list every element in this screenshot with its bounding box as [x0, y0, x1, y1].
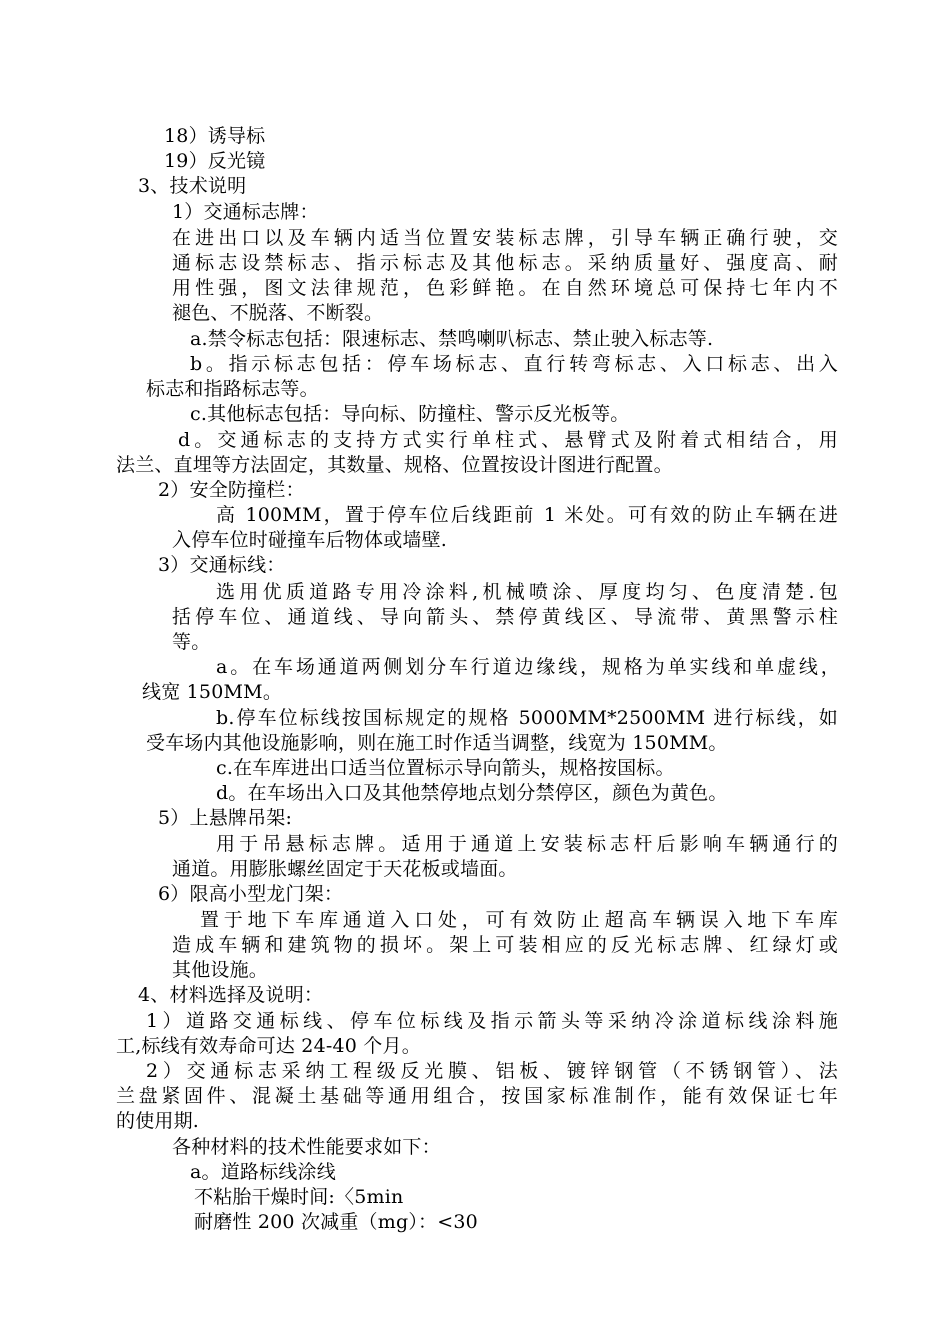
paragraph-line: 置于地下车库通道入口处，可有效防止超高车辆误入地下车库: [200, 909, 838, 931]
paragraph-line: 各种材料的技术性能要求如下：: [172, 1136, 441, 1158]
paragraph-line: 造成车辆和建筑物的损坏。架上可装相应的反光标志牌、红绿灯或: [172, 934, 838, 956]
paragraph-line: 法兰、直埋等方法固定，其数量、规格、位置按设计图进行配置。: [116, 454, 673, 476]
subheading-markings: 3）交通标线：: [158, 554, 286, 576]
paragraph-line: 兰盘紧固件、混凝土基础等通用组合，按国家标准制作，能有效保证七年: [116, 1085, 838, 1107]
list-item-19: 19）反光镜: [164, 150, 266, 172]
list-item-18: 18）诱导标: [164, 125, 266, 147]
paragraph-line: 括停车位、通道线、导向箭头、禁停黄线区、导流带、黄黑警示柱: [172, 606, 838, 628]
paragraph-line: 通道。用膨胀螺丝固定于天花板或墙面。: [172, 858, 518, 880]
list-item-d: d。在车场出入口及其他禁停地点划分禁停区，颜色为黄色。: [216, 782, 728, 804]
paragraph-line: 选用优质道路专用冷涂料,机械喷涂、厚度均匀、色度清楚.包: [216, 581, 838, 603]
spec-line-wear-resistance: 耐磨性 200 次减重（mg）：<30: [194, 1211, 478, 1233]
spec-line-drying-time: 不粘胎干燥时间:〈5min: [194, 1186, 404, 1208]
paragraph-line: 等。: [172, 631, 211, 653]
list-item-a: a。道路标线涂线: [190, 1161, 336, 1183]
paragraph-line: 受车场内其他设施影响，则在施工时作适当调整，线宽为 150MM。: [146, 732, 728, 754]
paragraph-line: 用性强，图文法律规范，色彩鲜艳。在自然环境总可保持七年内不: [172, 277, 838, 299]
list-item-b: b。指示标志包括：停车场标志、直行转弯标志、入口标志、出入: [190, 353, 838, 375]
paragraph-line: 入停车位时碰撞车后物体或墙壁.: [172, 529, 448, 551]
paragraph-line: 褪色、不脱落、不断裂。: [172, 302, 384, 324]
paragraph-line: 标志和指路标志等。: [146, 378, 319, 400]
list-item-d: d。交通标志的支持方式实行单柱式、悬臂式及附着式相结合，用: [178, 429, 838, 451]
paragraph-line: 2）交通标志采纳工程级反光膜、铝板、镀锌钢管（不锈钢管）、法: [146, 1060, 838, 1082]
paragraph-line: 其他设施。: [172, 959, 269, 981]
paragraph-line: 的使用期.: [116, 1110, 200, 1132]
subheading-guardrail: 2）安全防撞栏：: [158, 479, 305, 501]
list-item-a: a。在车场通道两侧划分车行道边缘线，规格为单实线和单虚线，: [216, 656, 840, 678]
list-item-a: a.禁令标志包括：限速标志、禁鸣喇叭标志、禁止驶入标志等.: [190, 328, 714, 350]
subheading-traffic-signs: 1）交通标志牌：: [172, 201, 319, 223]
paragraph-line: 通标志设禁标志、指示标志及其他标志。采纳质量好、强度高、耐: [172, 252, 838, 274]
paragraph-line: 线宽 150MM。: [142, 681, 283, 703]
subheading-height-gantry: 6）限高小型龙门架：: [158, 883, 344, 905]
paragraph-line: 在进出口以及车辆内适当位置安装标志牌，引导车辆正确行驶，交: [172, 227, 838, 249]
list-item-c: c.在车库进出口适当位置标示导向箭头，规格按国标。: [216, 757, 675, 779]
paragraph-line: 工,标线有效寿命可达 24-40 个月。: [116, 1035, 421, 1057]
list-item-b: b.停车位标线按国标规定的规格 5000MM*2500MM 进行标线，如: [216, 707, 838, 729]
paragraph-line: 用于吊悬标志牌。适用于通道上安装标志杆后影响车辆通行的: [216, 833, 838, 855]
list-item-c: c.其他标志包括：导向标、防撞柱、警示反光板等。: [190, 403, 630, 425]
section-heading-3: 3、技术说明: [138, 175, 247, 197]
paragraph-line: 高 100MM，置于停车位后线距前 1 米处。可有效的防止车辆在进: [216, 504, 838, 526]
subheading-hanger: 5）上悬牌吊架:: [158, 807, 293, 829]
paragraph-line: 1）道路交通标线、停车位标线及指示箭头等采纳冷涂道标线涂料施: [146, 1010, 838, 1032]
section-heading-4: 4、材料选择及说明：: [138, 984, 324, 1006]
